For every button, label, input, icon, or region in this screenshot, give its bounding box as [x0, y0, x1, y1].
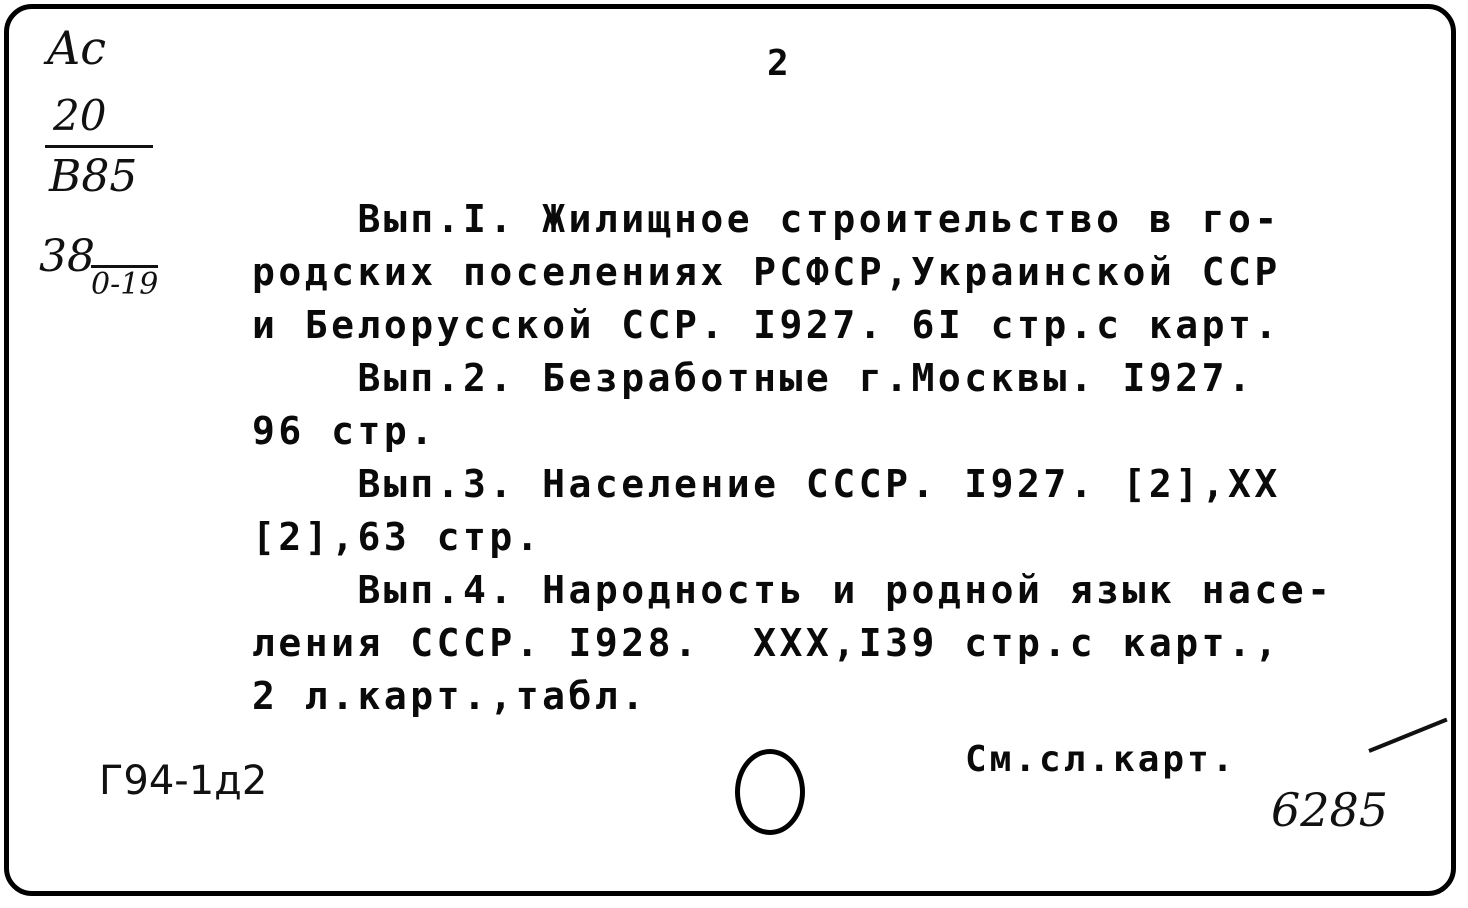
shelfmark-number: 20 [53, 91, 107, 140]
inventory-code: Г94-1д2 [99, 758, 268, 804]
shelfmark-extra-lead: 38 [39, 231, 95, 282]
punch-hole [735, 749, 805, 835]
body-line: Вып.4. Народность и родной язык насе- [252, 568, 1334, 612]
body-line: и Белорусской ССР. I927. 6I стр.с карт. [252, 303, 1281, 347]
handwritten-stroke [1368, 718, 1447, 753]
shelfmark-author-mark: B85 [49, 151, 138, 202]
body-line: [2],63 стр. [252, 515, 543, 559]
shelfmark-class: Ac [47, 21, 106, 75]
body-line: Вып.I. Жилищное строительство в го- [252, 197, 1281, 241]
see-next-card-note: См.сл.карт. [965, 739, 1237, 780]
body-line: Вып.2. Безработные г.Москвы. I927. [252, 356, 1255, 400]
shelfmark-divider [45, 145, 153, 148]
card-body [252, 193, 1334, 723]
shelfmark-extra-sub: 0-19 [91, 267, 159, 302]
body-line: Вып.3. Население СССР. I927. [2],XX [252, 462, 1281, 506]
page-number: 2 [767, 43, 792, 84]
body-line: 2 л.карт.,табл. [252, 674, 648, 718]
catalog-card [4, 4, 1456, 896]
body-line: 96 стр. [252, 409, 437, 453]
catalog-number: 6285 [1271, 783, 1389, 837]
body-line: ления СССР. I928. XXX,I39 стр.с карт., [252, 621, 1281, 665]
body-line: родских поселениях РСФСР,Украинской ССР [252, 250, 1281, 294]
